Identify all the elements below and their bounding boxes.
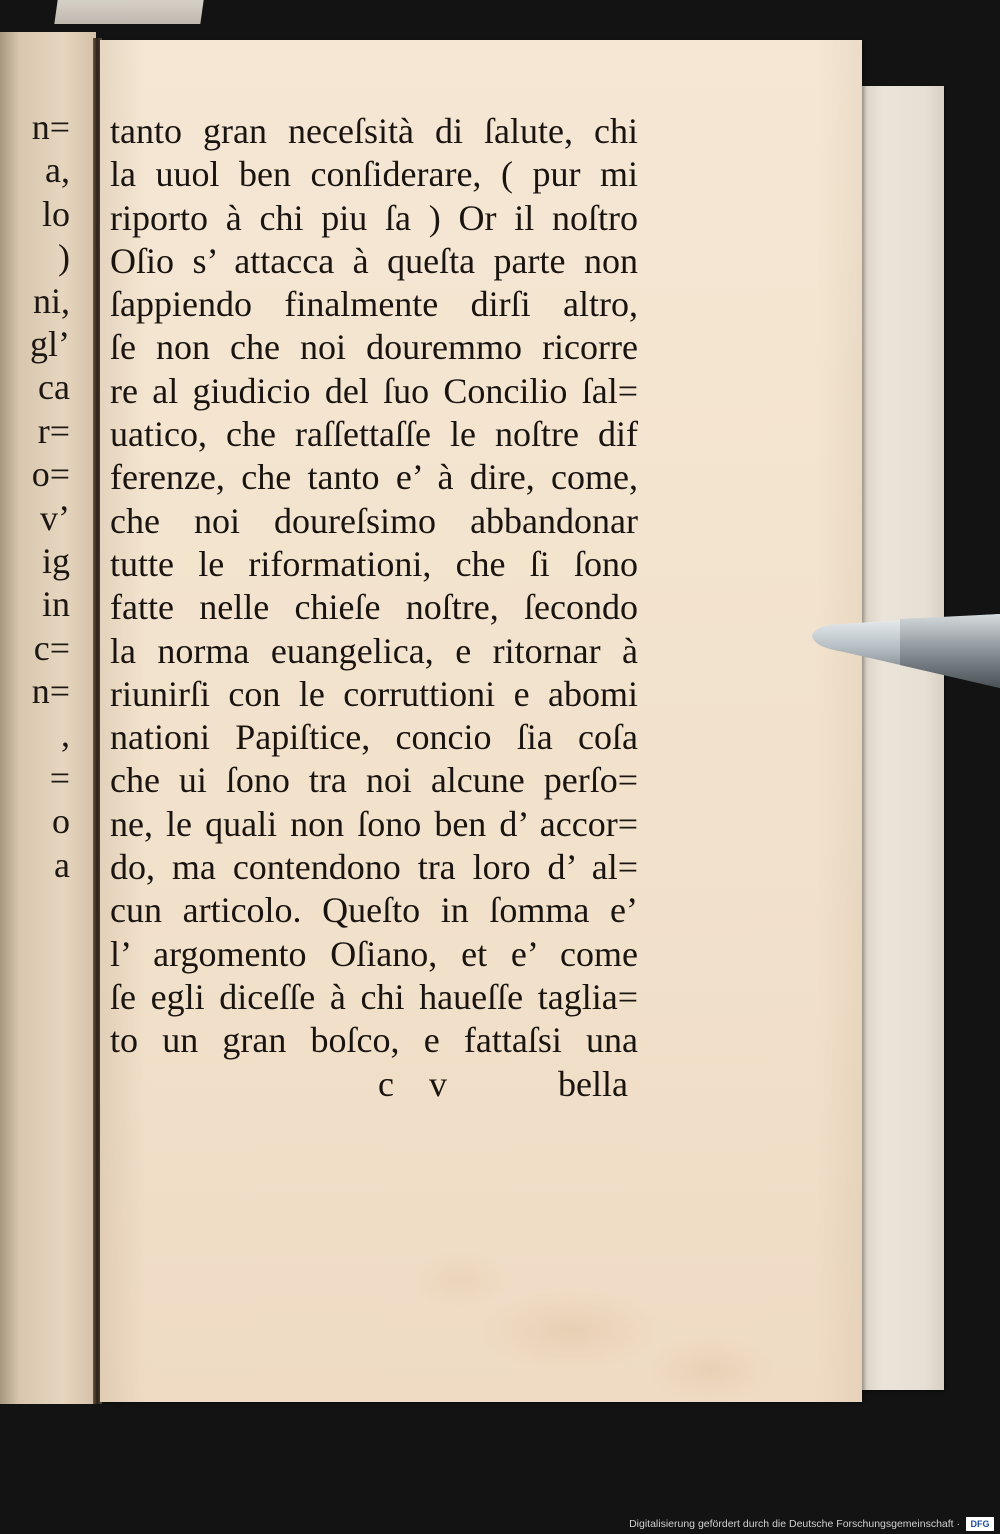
text-line: cun articolo. Queſto in ſomma e’: [110, 890, 638, 931]
facing-line-fragment: n=: [31, 671, 70, 712]
text-line: Oſio s’ attacca à queſta parte non: [110, 240, 638, 281]
facing-line-fragment: in: [41, 584, 70, 625]
facing-line-fragment: gl’: [30, 323, 70, 364]
pen-body: [900, 614, 1000, 688]
text-line: riunirſi con le corruttioni e abomi: [110, 673, 638, 714]
text-line: che noi doureſsimo abbandonar: [110, 500, 638, 541]
text-line: uatico, che raſſettaſſe le noſtre dif: [110, 414, 638, 455]
facing-line-fragment: ig: [41, 540, 70, 581]
facing-line-fragment: a,: [45, 150, 70, 191]
facing-line-fragment: n=: [31, 107, 70, 147]
facing-line-fragment: c=: [33, 627, 70, 668]
text-line: ſe non che noi douremmo ricorre: [110, 327, 638, 368]
direction-line: [110, 1063, 638, 1106]
text-line: riporto à chi piu ſa ) Or il noſtro: [110, 197, 638, 238]
facing-page: [0, 32, 96, 1404]
text-line: l’ argomento Oſiano, et e’ come: [110, 933, 638, 974]
text-line: do, ma contendono tra loro d’ al=: [110, 847, 638, 888]
page-text-block: [110, 110, 638, 1106]
facing-line-fragment: a: [54, 844, 70, 885]
facing-line-fragment: ,: [61, 714, 70, 755]
facing-page-text: [30, 106, 70, 887]
dfg-logo: DFG: [966, 1517, 994, 1531]
text-line: ſe egli diceſſe à chi haueſſe taglia=: [110, 976, 638, 1017]
facing-line-fragment: ni,: [32, 280, 70, 321]
facing-line-fragment: r=: [37, 410, 70, 451]
facing-line-fragment: lo: [41, 193, 70, 234]
text-line: tutte le riformationi, che ſi ſono: [110, 543, 638, 584]
text-line: fatte nelle chieſe noſtre, ſecondo: [110, 587, 638, 628]
book-page: [100, 40, 862, 1402]
underlying-page-edge: [850, 86, 944, 1390]
text-line: ferenze, che tanto e’ à dire, come,: [110, 457, 638, 498]
pen-pointer: [800, 600, 1000, 700]
footer-credit: Digitalisierung gefördert durch die Deutsche Forschungsgemeinschaft ·: [629, 1518, 960, 1530]
catchword: bella: [558, 1063, 628, 1104]
text-line: la uuol ben conſiderare, ( pur mi: [110, 154, 638, 195]
text-line: re al giudicio del ſuo Concilio ſal=: [110, 370, 638, 411]
page-flap: [54, 0, 203, 24]
text-line: la norma euangelica, e ritornar à: [110, 630, 638, 671]
facing-line-fragment: =: [49, 757, 70, 798]
facing-line-fragment: ): [58, 237, 70, 278]
signature-mark: c v: [378, 1063, 447, 1104]
text-line: nationi Papiſtice, concio ſia coſa: [110, 717, 638, 758]
text-line: tanto gran neceſsità di ſalute, chi: [110, 111, 638, 151]
text-line: che ui ſono tra noi alcune perſo=: [110, 760, 638, 801]
text-line: ſappiendo finalmente dirſi altro,: [110, 284, 638, 325]
facing-line-fragment: ca: [38, 367, 70, 408]
facing-line-fragment: o=: [31, 454, 70, 495]
facing-line-fragment: v’: [40, 497, 70, 538]
text-line: ne, le quali non ſono ben d’ accor=: [110, 803, 638, 844]
facing-line-fragment: o: [52, 801, 70, 842]
text-line: to un gran boſco, e fattaſsi una: [110, 1020, 638, 1061]
